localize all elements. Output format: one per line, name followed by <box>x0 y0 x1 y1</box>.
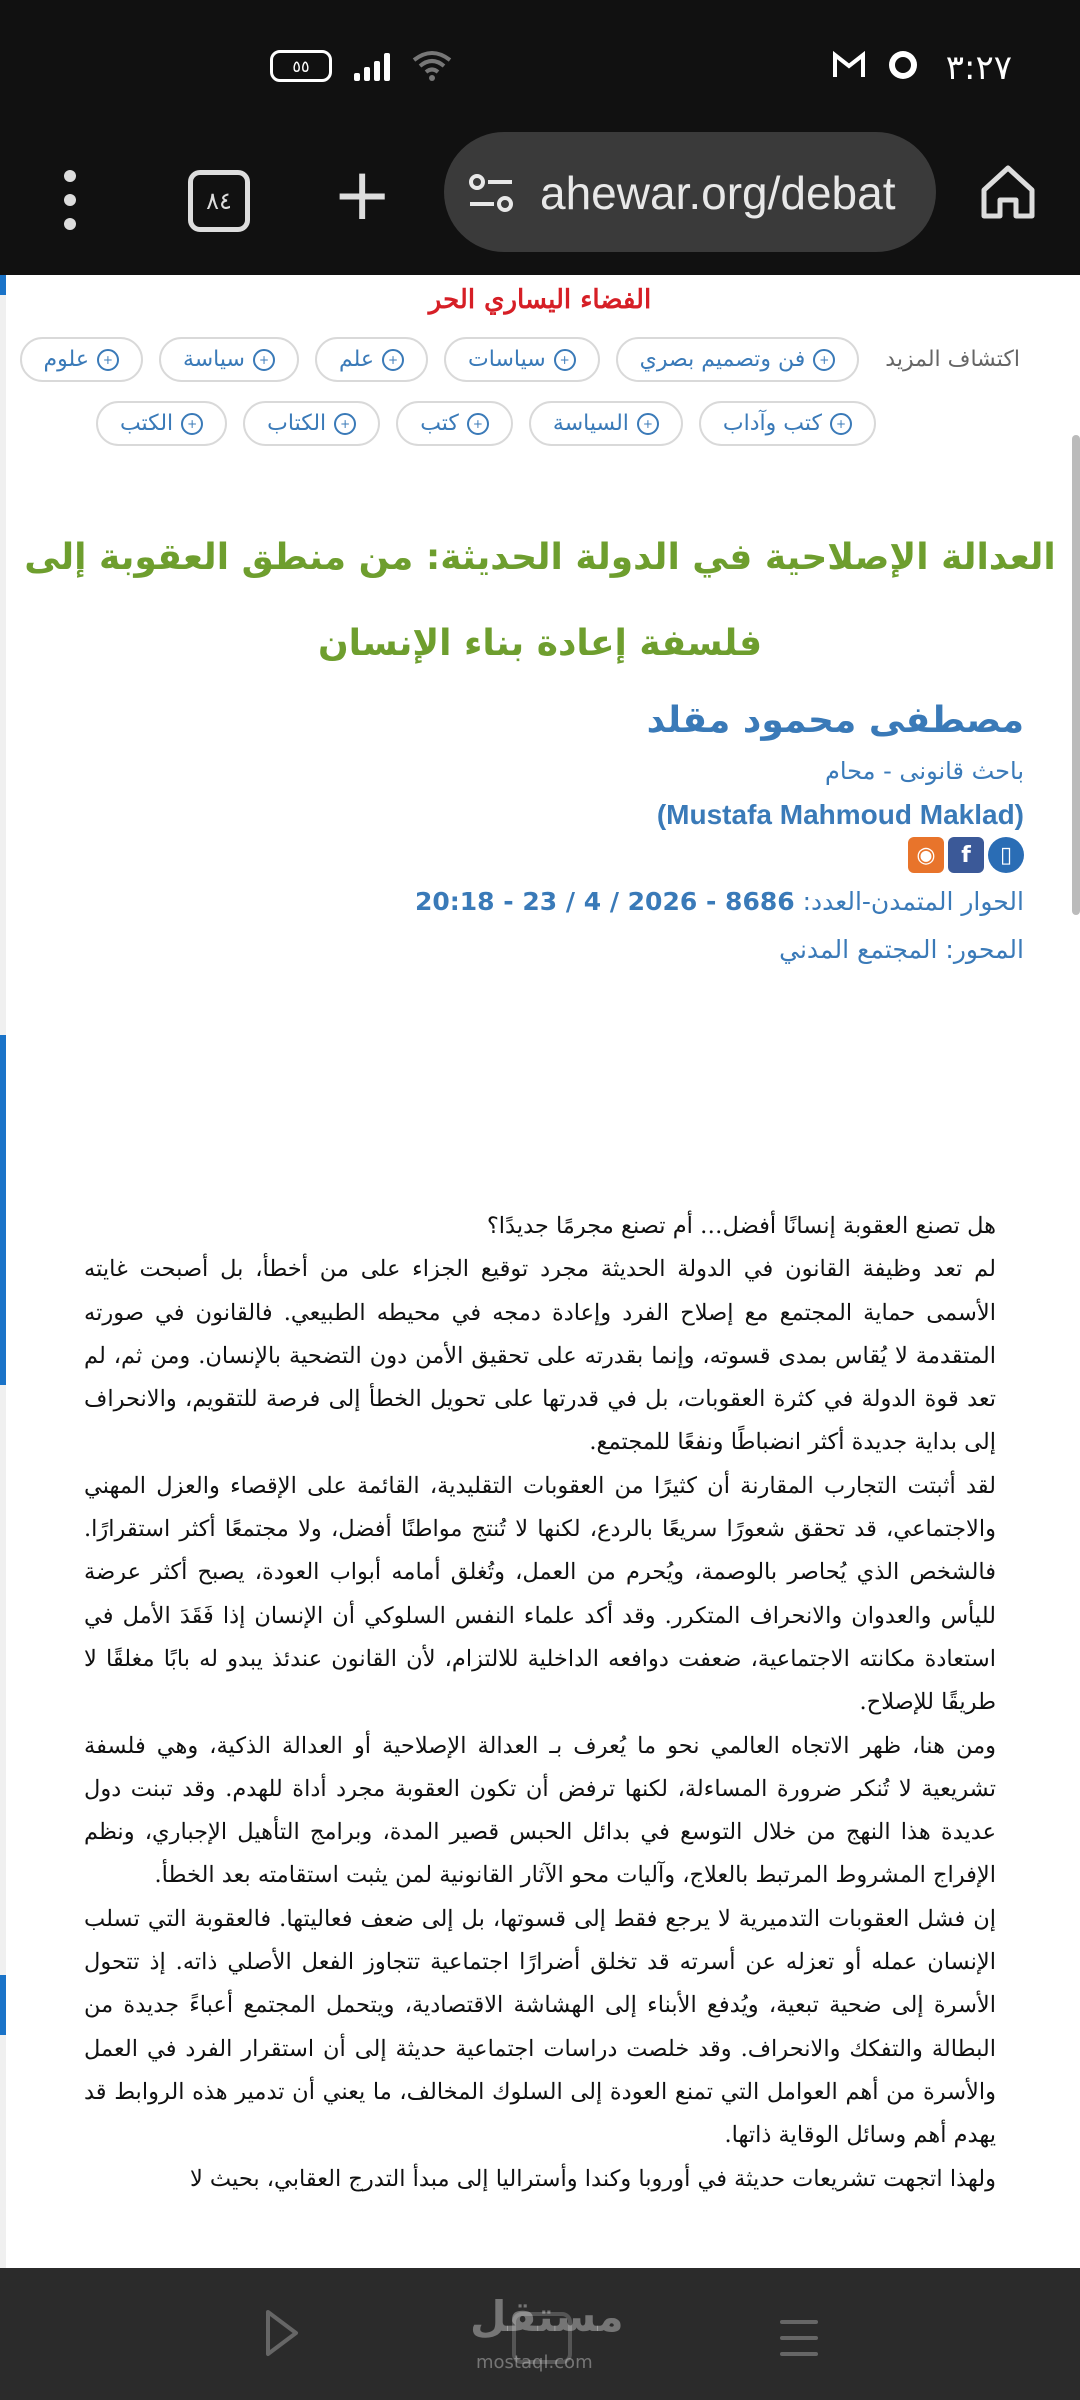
axis-meta[interactable]: المحور: المجتمع المدني <box>779 935 1024 964</box>
plus-icon: + <box>467 413 489 435</box>
signal-icon <box>354 51 390 81</box>
chip-science[interactable]: + علم <box>315 337 428 382</box>
battery-level: ٥٥ <box>292 56 310 76</box>
menu-icon[interactable] <box>60 170 80 230</box>
paragraph: لقد أثبتت التجارب المقارنة أن كثيرًا من العقوبات التقليدية، القائمة على الإقصاء والعزل المهني والاجتماعي، قد تحقق شعورًا سريعًا بالردع، لكنها لا تُنتج مواطنًا أفضل، ولا مجتمعًا أكثر استقرارًا. فالشخص الذي يُحاصر بالوصمة، ويُحرم من العمل، وتُغلق أمامه أبواب العودة، يصبح أكثر عرضة لليأس والعدوان والانحراف المتكرر. وقد أكد علماء النفس السلوكي أن الإنسان إذا فَقَدَ الأمل في استعادة مكانته الاجتماعية، ضعفت دوافعه الداخلية للالتزام، لأن القانون عندئذ يبدو له بابًا مغلقًا لا طريقًا للإصلاح. <box>84 1472 997 1716</box>
scrollbar[interactable] <box>1072 435 1080 915</box>
chip-books[interactable]: + كتب <box>396 401 513 446</box>
plus-icon: + <box>253 349 275 371</box>
article-title[interactable]: العدالة الإصلاحية في الدولة الحديثة: من منطق العقوبة إلى فلسفة إعادة بناء الإنسان <box>24 537 1056 664</box>
paragraph: إن فشل العقوبات التدميرية لا يرجع فقط إلى قسوتها، بل إلى ضعف فعاليتها. فالعقوبة التي تسلب الإنسان عمله أو تعزله عن أسرته قد تخلق أضرارًا اجتماعية تتجاوز الفعل الأصلي ذاته. إذ تتحول الأسرة إلى ضحية تبعية، ويُدفع الأبناء إلى الهشاشة الاقتصادية، ويتحمل المجتمع أعباءً جديدة من البطالة والتفكك والانحراف. وقد خلصت دراسات اجتماعية حديثة إلى أن استقرار الفرد في العمل والأسرة من أهم العوامل التي تمنع العودة إلى السلوك المخالف، ما يعني أن تدمير هذه الروابط قد يهدم أهم وسائل الوقاية ذاتها. <box>84 1905 996 2149</box>
author-role: باحث قانونى - محام <box>824 757 1024 785</box>
recents-icon[interactable] <box>780 2320 818 2356</box>
site-title[interactable]: الفضاء اليساري الحر <box>428 285 652 315</box>
plus-icon: + <box>334 413 356 435</box>
paragraph: ومن هنا، ظهر الاتجاه العالمي نحو ما يُعرف بـ العدالة الإصلاحية أو العدالة الذكية، وهي فلسفة تشريعية لا تُنكر ضرورة المساءلة، لكنها ترفض أن تكون العقوبة مجرد أداة للهدم. وقد تبنت دول عديدة هذا النهج من خلال التوسع في بدائل الحبس قصير المدة، وبرامج التأهيل الإجباري، ونظم الإفراج المشروط المرتبط بالعلاج، وآليات محو الآثار القانونية لمن يثبت استقامته بعد الخطأ. <box>84 1732 996 1889</box>
left-edge-strip <box>0 275 6 2268</box>
chip-the-politics[interactable]: + السياسة <box>529 401 683 446</box>
chip-the-books[interactable]: + الكتب <box>96 401 227 446</box>
share-icons <box>908 837 1024 873</box>
plus-icon: + <box>637 413 659 435</box>
back-icon[interactable] <box>262 2308 302 2358</box>
issue-meta[interactable]: الحوار المتمدن-العدد: 8686 - 2026 / 4 / 23 - 20:18 <box>414 887 1024 916</box>
new-tab-button[interactable]: + <box>332 152 393 236</box>
status-left-icons <box>270 50 452 82</box>
home-icon[interactable] <box>978 162 1038 222</box>
url-text: ahewar.org/debat <box>540 167 896 219</box>
status-time: ٣:٢٧ <box>945 48 1012 88</box>
chip-books-literature[interactable]: + كتب وآداب <box>699 401 876 446</box>
tab-switcher-button[interactable] <box>188 170 250 232</box>
system-nav-bar <box>0 2268 1080 2400</box>
plus-icon: + <box>97 349 119 371</box>
plus-icon: + <box>382 349 404 371</box>
plus-icon: + <box>554 349 576 371</box>
plus-icon: + <box>181 413 203 435</box>
paragraph: ولهذا اتجهت تشريعات حديثة في أوروبا وكندا وأستراليا إلى مبدأ التدرج العقابي، بحيث لا <box>189 2165 996 2192</box>
chip-sciences[interactable]: + علوم <box>20 337 143 382</box>
status-right-icons <box>832 48 920 82</box>
author-latin-name: (Mustafa Mahmoud Maklad) <box>656 799 1024 830</box>
tab-count: ٨٤ <box>206 187 232 215</box>
axis-value: المجتمع المدني <box>779 935 938 964</box>
battery-icon <box>270 50 332 82</box>
chip-the-book[interactable]: + الكتاب <box>243 401 380 446</box>
discover-row-2 <box>96 401 876 446</box>
issue-number: 8686 - 2026 / 4 / 23 - 20:18 <box>414 887 795 916</box>
watermark-url: mostaql.com <box>476 2352 593 2373</box>
web-content <box>0 275 1080 2268</box>
article-body <box>84 1205 996 2201</box>
site-settings-icon[interactable] <box>468 172 514 214</box>
chip-art-design[interactable]: + فن وتصميم بصري <box>616 337 860 382</box>
discover-row-1 <box>20 337 1020 382</box>
plus-icon: + <box>830 413 852 435</box>
address-bar[interactable] <box>444 132 936 252</box>
discover-label: اكتشاف المزيد <box>885 347 1020 372</box>
mobile-icon[interactable]: ▯ <box>988 837 1024 873</box>
browser-toolbar <box>0 130 1080 275</box>
plus-icon: + <box>813 349 835 371</box>
watermark-logo: مستقل <box>470 2292 624 2341</box>
chip-politics[interactable]: + سياسة <box>159 337 299 382</box>
paragraph: لم تعد وظيفة القانون في الدولة الحديثة مجرد توقيع الجزاء على من أخطأ، بل أصبحت غايته الأسمى حماية المجتمع مع إصلاح الفرد وإعادة دمجه في محيطه الطبيعي. فالقانون في صورته المتقدمة لا يُقاس بمدى قسوته، وإنما بقدرته على تحقيق الأمن دون التضحية بالإنسان. ومن ثم، لم تعد قوة الدولة في كثرة العقوبات، بل في قدرتها على تحويل الخطأ إلى فرصة للتقويم، والانحراف إلى بداية جديدة أكثر انضباطًا ونفعًا للمجتمع. <box>84 1256 996 1456</box>
chip-policies[interactable]: + سياسات <box>444 337 600 382</box>
gmail-icon <box>832 51 866 79</box>
wifi-icon <box>412 50 452 82</box>
rss-icon[interactable]: ◉ <box>908 837 944 873</box>
whatsapp-icon <box>886 48 920 82</box>
status-bar <box>0 0 1080 130</box>
facebook-icon[interactable]: f <box>948 837 984 873</box>
author-name[interactable]: مصطفى محمود مقلد <box>646 700 1024 741</box>
paragraph: هل تصنع العقوبة إنسانًا أفضل… أم تصنع مجرمًا جديدًا؟ <box>486 1213 996 1239</box>
